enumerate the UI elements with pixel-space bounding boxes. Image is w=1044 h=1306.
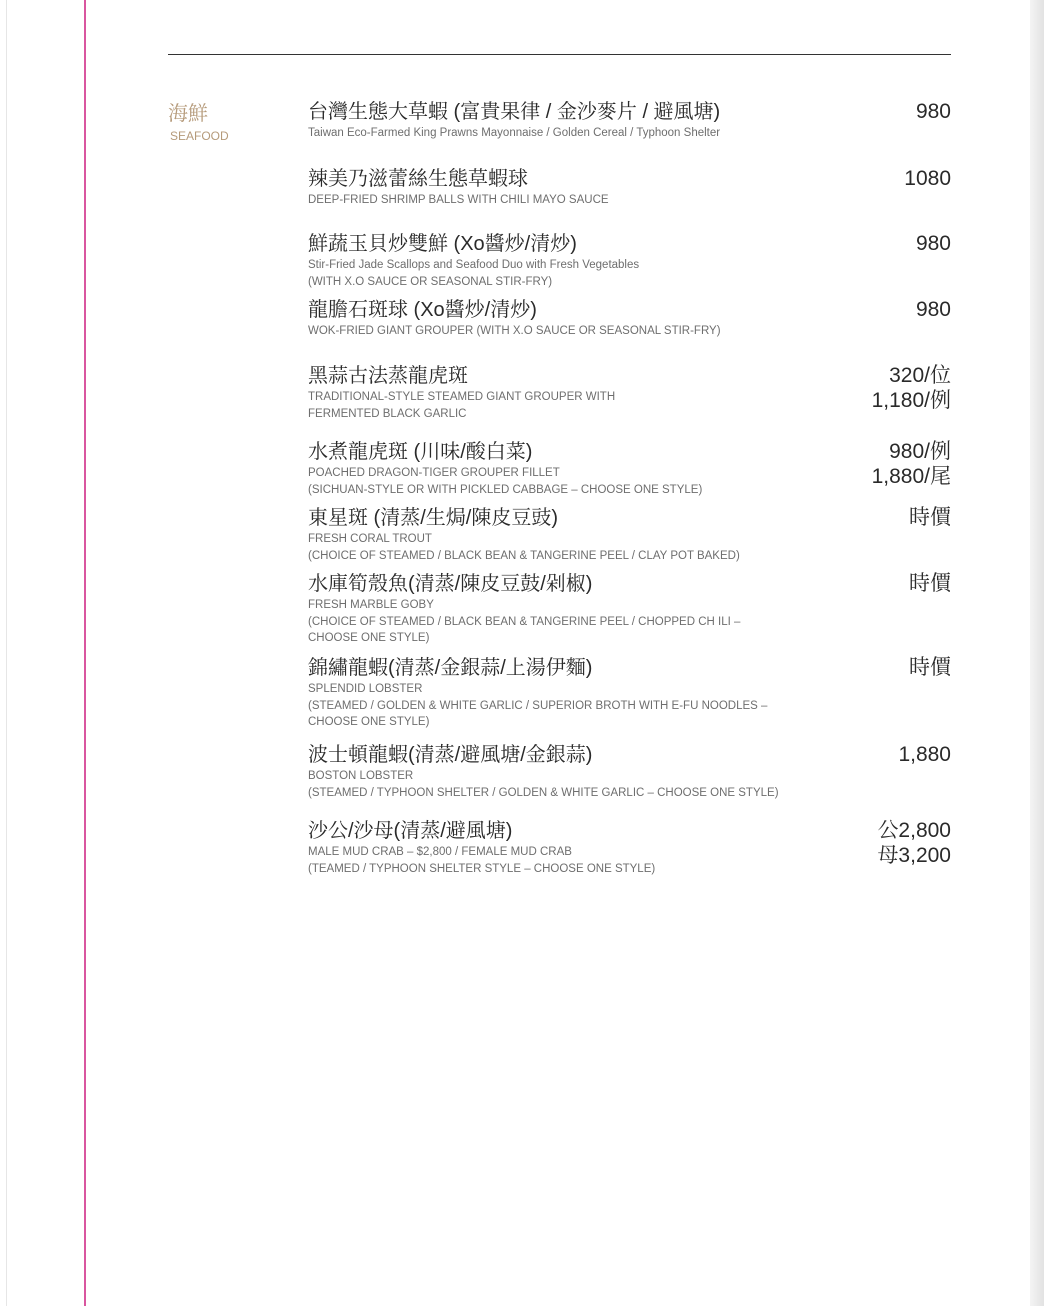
dish-description-en: (WITH X.O SAUCE OR SEASONAL STIR-FRY) (308, 275, 553, 288)
menu-item (308, 439, 951, 498)
dish-description-en: (SICHUAN-STYLE OR WITH PICKLED CABBAGE – CHOOSE ONE STYLE) (308, 483, 703, 496)
price-line: 980 (915, 232, 951, 255)
dish-price (916, 297, 951, 322)
price-line: 1080 (904, 167, 951, 190)
page-edge-line (6, 0, 7, 1306)
menu-item (308, 297, 951, 340)
dish-description-en: (STEAMED / TYPHOON SHELTER / GOLDEN & WHITE GARLIC – CHOOSE ONE STYLE) (308, 786, 779, 799)
dish-price (909, 655, 951, 680)
price-line: 時價 (909, 656, 951, 679)
dish-description-en: WOK-FRIED GIANT GROUPER (WITH X.O SAUCE OR SEASONAL STIR-FRY) (308, 325, 721, 337)
menu-item (308, 742, 951, 801)
price-line: 1,880/尾 (871, 465, 951, 488)
dish-price (872, 439, 951, 489)
dish-name-zh: 鮮蔬玉貝炒雙鮮 (Xo醬炒/清炒) (308, 233, 577, 255)
dish-description-en: FRESH CORAL TROUT (308, 533, 432, 545)
price-line: 980 (915, 298, 951, 321)
dish-price (877, 818, 951, 868)
dish-price (904, 166, 951, 191)
dish-description-en: Taiwan Eco-Farmed King Prawns Mayonnaise / Golden Cereal / Typhoon Shelter (308, 127, 721, 139)
menu-item (308, 99, 951, 142)
dish-name-zh: 黑蒜古法蒸龍虎斑 (308, 365, 468, 387)
dish-name-zh: 波士頓龍蝦(清蒸/避風塘/金銀蒜) (308, 744, 593, 766)
dish-price (909, 505, 951, 530)
category-title-en: SEAFOOD (170, 129, 229, 143)
dish-description-en: CHOOSE ONE STYLE) (308, 716, 430, 728)
dish-description-en: BOSTON LOBSTER (308, 770, 414, 782)
price-line: 公2,800 (877, 819, 951, 842)
menu-item (308, 505, 951, 564)
price-line: 320/位 (889, 364, 951, 387)
dish-description-en: (STEAMED / GOLDEN & WHITE GARLIC / SUPERIOR BROTH WITH E-FU NOODLES – (308, 699, 768, 712)
menu-item (308, 571, 951, 647)
dish-description-en: POACHED DRAGON-TIGER GROUPER FILLET (308, 467, 560, 479)
dish-description-en: MALE MUD CRAB – $2,800 / FEMALE MUD CRAB (308, 846, 572, 858)
dish-price (872, 363, 951, 413)
dish-name-zh: 龍膽石斑球 (Xo醬炒/清炒) (308, 299, 537, 321)
price-line: 1,880 (898, 743, 951, 766)
price-line: 時價 (909, 572, 951, 595)
price-line: 母3,200 (877, 844, 951, 867)
menu-item (308, 166, 951, 209)
dish-description-en: TRADITIONAL-STYLE STEAMED GIANT GROUPER WITH (308, 391, 616, 403)
dish-description-en: CHOOSE ONE STYLE) (308, 632, 430, 644)
dish-description-en: Stir-Fried Jade Scallops and Seafood Duo with Fresh Vegetables (308, 259, 640, 271)
dish-description-en: DEEP-FRIED SHRIMP BALLS WITH CHILI MAYO SAUCE (308, 194, 609, 206)
dish-name-zh: 錦繡龍蝦(清蒸/金銀蒜/上湯伊麵) (308, 657, 593, 679)
menu-item (308, 231, 951, 290)
dish-price (909, 571, 951, 596)
dish-description-en: (CHOICE OF STEAMED / BLACK BEAN & TANGERINE PEEL / CLAY POT BAKED) (308, 549, 740, 562)
price-line: 時價 (909, 506, 951, 529)
dish-description-en: (CHOICE OF STEAMED / BLACK BEAN & TANGERINE PEEL / CHOPPED CH ILI – (308, 615, 741, 628)
dish-price (916, 231, 951, 256)
dish-name-zh: 水庫筍殼魚(清蒸/陳皮豆鼓/剁椒) (308, 573, 593, 595)
page-right-edge (1030, 0, 1044, 1306)
dish-description-en: SPLENDID LOBSTER (308, 683, 423, 695)
dish-description-en: (TEAMED / TYPHOON SHELTER STYLE – CHOOSE ONE STYLE) (308, 862, 656, 875)
category-title-zh: 海鮮 (168, 103, 208, 125)
menu-item (308, 363, 951, 422)
dish-name-zh: 水煮龍虎斑 (川味/酸白菜) (308, 441, 533, 463)
pink-margin-line (84, 0, 86, 1306)
dish-description-en: FRESH MARBLE GOBY (308, 599, 434, 611)
menu-item (308, 655, 951, 731)
dish-description-en: FERMENTED BLACK GARLIC (308, 407, 467, 420)
menu-item (308, 818, 951, 877)
dish-price (898, 742, 951, 767)
dish-price (916, 99, 951, 124)
price-line: 980/例 (889, 440, 951, 463)
top-divider (168, 54, 951, 55)
dish-name-zh: 辣美乃滋蕾絲生態草蝦球 (308, 168, 528, 190)
price-line: 980 (915, 100, 951, 123)
dish-name-zh: 台灣生態大草蝦 (富貴果律 / 金沙麥片 / 避風塘) (308, 101, 721, 123)
dish-name-zh: 沙公/沙母(清蒸/避風塘) (308, 820, 513, 842)
dish-name-zh: 東星斑 (清蒸/生焗/陳皮豆豉) (308, 507, 558, 529)
price-line: 1,180/例 (871, 389, 951, 412)
